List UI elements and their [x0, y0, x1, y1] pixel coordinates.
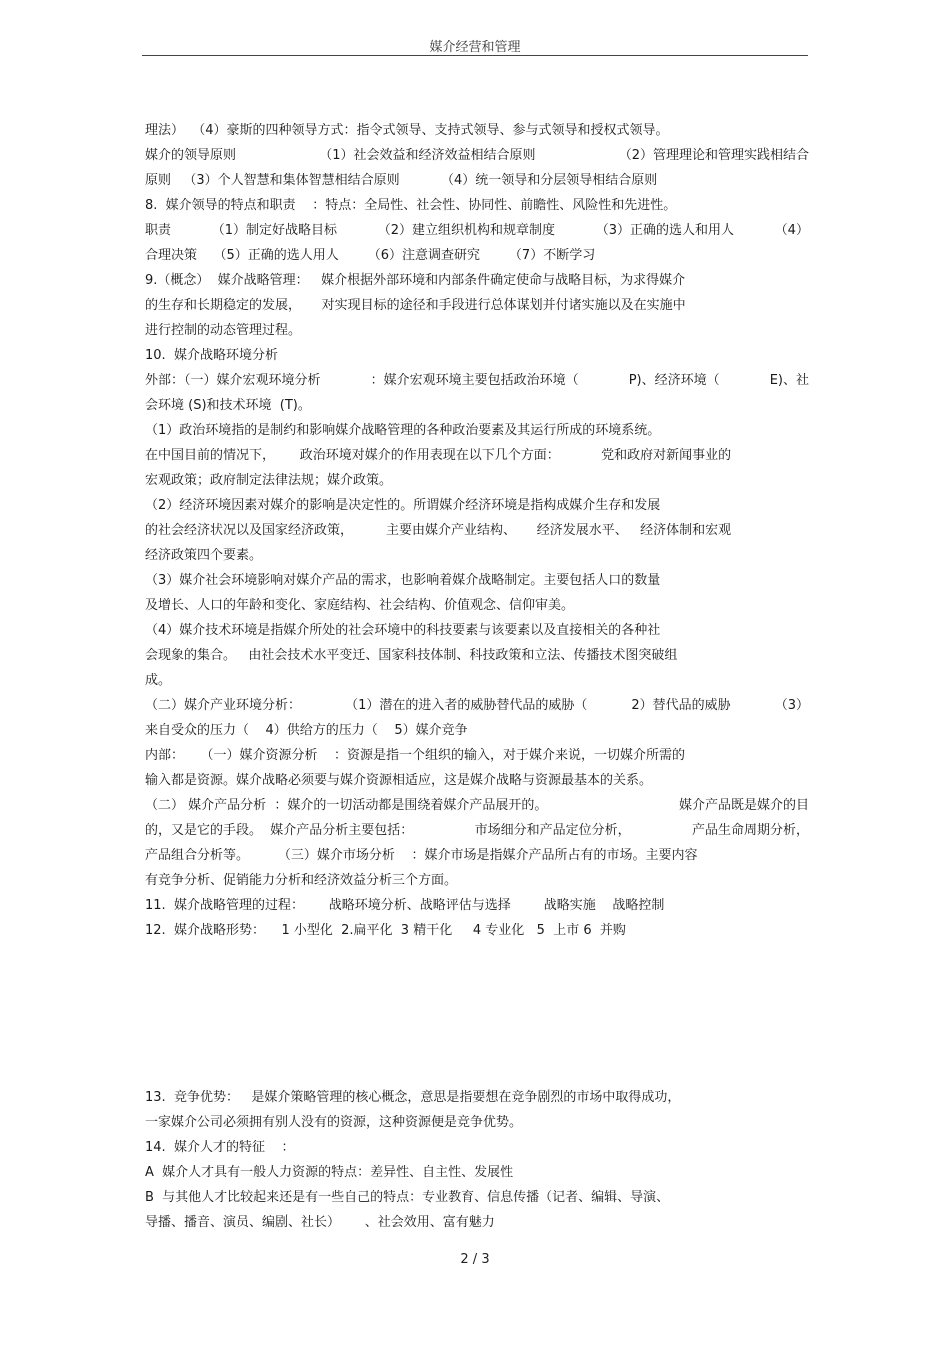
text-segment: （3）: [774, 698, 809, 713]
text-segment: （1）制定好战略目标: [211, 223, 337, 238]
text-line: 的社会经济状况以及国家经济政策， 主要由媒介产业结构、 经济发展水平、 经济体制和宏观: [145, 523, 732, 538]
text-line: 的生存和长期稳定的发展， 对实现目标的途径和手段进行总体谋划并付诸实施以及在实施中: [145, 298, 686, 313]
text-segment: 的，又是它的手段。 媒介产品分析主要包括：: [145, 823, 414, 838]
text-line: [145, 793, 809, 818]
text-line: 11. 媒介战略管理的过程： 战略环境分析、战略评估与选择 战略实施 战略控制: [145, 898, 665, 913]
text-segment: （2）建立组织机构和规章制度: [377, 223, 555, 238]
section-heading: 14. 媒介人才的特征 ：: [145, 1140, 295, 1155]
text-line: （2）经济环境因素对媒介的影响是决定性的。所谓媒介经济环境是指构成媒介生存和发展: [145, 498, 661, 513]
blank-space: [145, 943, 809, 1085]
text-segment: （1）社会效益和经济效益相结合原则: [319, 148, 536, 163]
text-line: 在中国目前的情况下， 政治环境对媒介的作用表现在以下几个方面： 党和政府对新闻事业的: [145, 448, 732, 463]
text-line: （4）媒介技术环境是指媒介所处的社会环境中的科技要素与该要素以及直接相关的各种社: [145, 623, 661, 638]
text-line: [145, 368, 809, 393]
text-segment: P)、经济环境（: [628, 373, 720, 388]
text-line: 一家媒介公司必须拥有别人没有的资源，这种资源便是竞争优势。: [145, 1115, 523, 1130]
text-segment: 2）替代品的威胁: [631, 698, 731, 713]
text-line: 导播、播音、演员、编剧、社长） 、社会效用、富有魅力: [145, 1215, 495, 1230]
text-segment: 媒介产品既是媒介的目: [678, 798, 809, 813]
text-segment: （2）管理理论和管理实践相结合: [618, 148, 809, 163]
text-line: 输入都是资源。媒介战略必须要与媒介资源相适应，这是媒介战略与资源最基本的关系。: [145, 773, 653, 788]
page-number: 2 / 3: [460, 1252, 490, 1267]
document-body: [145, 118, 809, 1235]
text-line: 合理决策 （5）正确的选人用人 （6）注意调查研究 （7）不断学习: [145, 248, 596, 263]
page-header-title: 媒介经营和管理: [429, 40, 521, 55]
text-line: 13. 竞争优势： 是媒介策略管理的核心概念，意思是指要想在竞争剧烈的市场中取得成功，: [145, 1090, 681, 1105]
text-segment: 职责: [145, 223, 172, 238]
text-line: （1）政治环境指的是制约和影响媒介战略管理的各种政治要素及其运行所成的环境系统。: [145, 423, 661, 438]
text-segment: 外部：（一）媒介宏观环境分析: [145, 373, 321, 388]
text-line: 8. 媒介领导的特点和职责 ：特点：全局性、社会性、协同性、前瞻性、风险性和先进性。: [145, 198, 677, 213]
text-line: [145, 218, 809, 243]
text-line: [145, 143, 809, 168]
text-line: 会现象的集合。 由社会技术水平变迁、国家科技体制、科技政策和立法、传播技术图突破组: [145, 648, 678, 663]
text-line: 理法） （4）豪斯的四种领导方式：指令式领导、支持式领导、参与式领导和授权式领导。: [145, 123, 669, 138]
text-segment: （二）媒介产业环境分析：: [145, 698, 302, 713]
text-line: 宏观政策；政府制定法律法规；媒介政策。: [145, 473, 393, 488]
text-segment: （3）正确的选人和用人: [595, 223, 734, 238]
text-line: A 媒介人才具有一般人力资源的特点：差异性、自主性、发展性: [145, 1165, 514, 1180]
text-segment: 媒介的领导原则: [145, 148, 237, 163]
text-segment: （4）: [774, 223, 809, 238]
text-line: 原则 （3）个人智慧和集体智慧相结合原则 （4）统一领导和分层领导相结合原则: [145, 173, 658, 188]
text-segment: （1）潜在的进入者的威胁替代品的威胁（: [345, 698, 588, 713]
text-segment: （二） 媒介产品分析 ：媒介的一切活动都是围绕着媒介产品展开的。: [145, 798, 548, 813]
text-segment: ：媒介宏观环境主要包括政治环境（: [370, 373, 579, 388]
text-line: 进行控制的动态管理过程。: [145, 323, 302, 338]
section-heading: 10. 媒介战略环境分析: [145, 348, 278, 363]
text-line: 有竞争分析、促销能力分析和经济效益分析三个方面。: [145, 873, 458, 888]
text-line: 9.（概念） 媒介战略管理： 媒介根据外部环境和内部条件确定使命与战略目标，为求得媒介: [145, 273, 686, 288]
text-line: 来自受众的压力（ 4）供给方的压力（ 5）媒介竞争: [145, 723, 468, 738]
text-segment: 产品生命周期分析，: [691, 823, 809, 838]
text-line: （3）媒介社会环境影响对媒介产品的需求，也影响着媒介战略制定。主要包括人口的数量: [145, 573, 661, 588]
text-line: 经济政策四个要素。: [145, 548, 263, 563]
text-segment: E)、社: [769, 373, 809, 388]
text-line: B 与其他人才比较起来还是有一些自己的特点：专业教育、信息传播（记者、编辑、导演、: [145, 1190, 670, 1205]
text-line: 内部： （一）媒介资源分析 ：资源是指一个组织的输入，对于媒介来说，一切媒介所需的: [145, 748, 686, 763]
text-line: [145, 693, 809, 718]
text-line: 成。: [145, 673, 172, 688]
text-line: 12. 媒介战略形势： 1 小型化 2.扁平化 3 精干化 4 专业化 5 上市 6 并购: [145, 923, 626, 938]
text-line: [145, 818, 809, 843]
text-line: 及增长、人口的年龄和变化、家庭结构、社会结构、价值观念、信仰审美。: [145, 598, 575, 613]
text-segment: 市场细分和产品定位分析，: [474, 823, 631, 838]
text-line: 产品组合分析等。 （三）媒介市场分析 ：媒介市场是指媒介产品所占有的市场。主要内容: [145, 848, 698, 863]
text-line: 会环境 (S)和技术环境 (T)。: [145, 398, 311, 413]
header-divider: [142, 55, 808, 56]
